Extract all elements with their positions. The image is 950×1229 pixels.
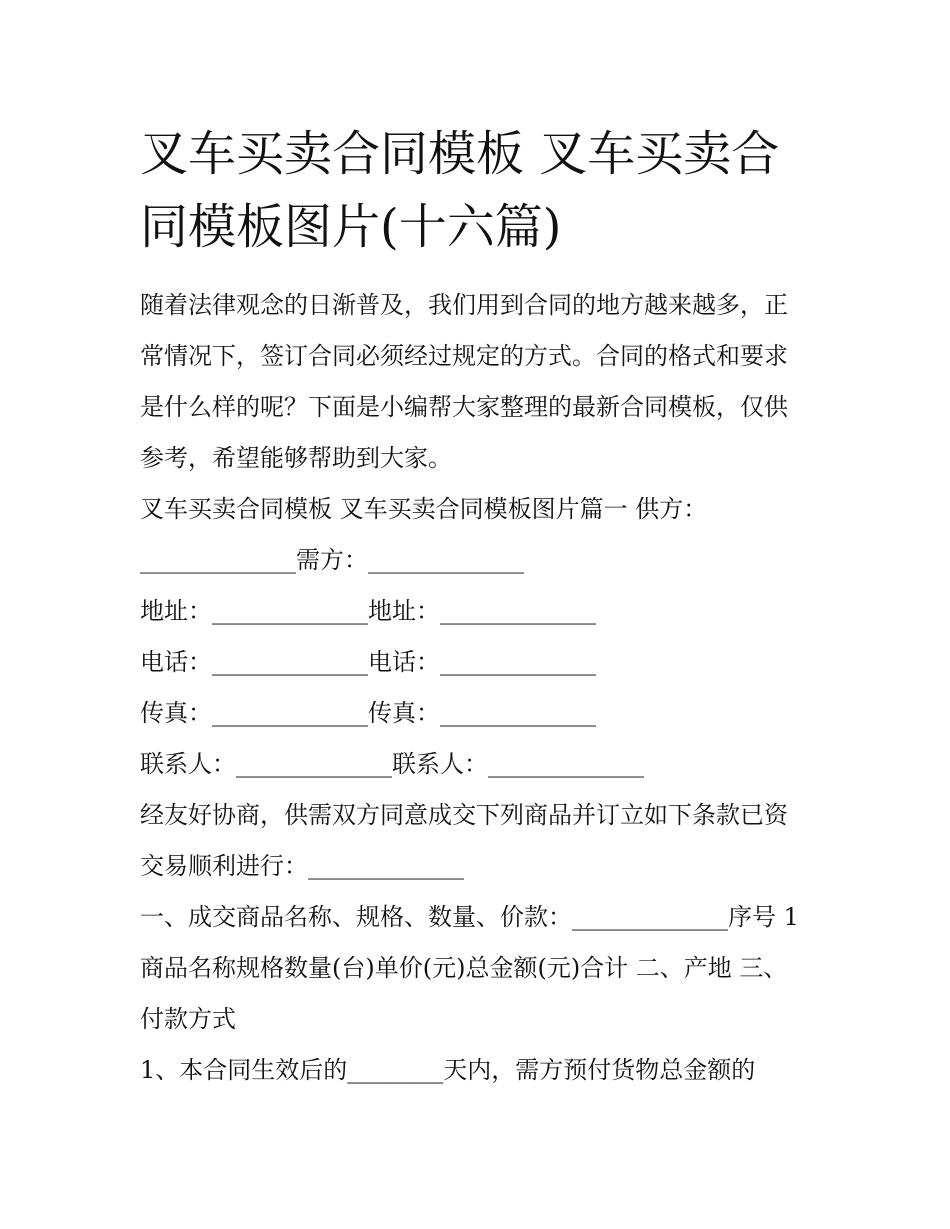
body-line: 经友好协商，供需双方同意成交下列商品并订立如下条款已资 (140, 801, 788, 829)
body-line: 付款方式 (140, 1005, 236, 1033)
body-line: 参考，希望能够帮助到大家。 (140, 444, 452, 472)
body-line: _____________需方：_____________ (140, 546, 524, 574)
body-line: 1、本合同生效后的________天内，需方预付货物总金额的 (140, 1056, 756, 1084)
body-line: 是什么样的呢？下面是小编帮大家整理的最新合同模板，仅供 (140, 393, 788, 421)
title-line: 叉车买卖合同模板 叉车买卖合 (140, 126, 780, 182)
document-body (140, 280, 820, 1096)
document-title (140, 118, 820, 264)
body-line: 常情况下，签订合同必须经过规定的方式。合同的格式和要求 (140, 342, 788, 370)
body-line: 传真：_____________传真：_____________ (140, 699, 596, 727)
body-line: 交易顺利进行：_____________ (140, 852, 464, 880)
body-line: 叉车买卖合同模板 叉车买卖合同模板图片篇一 供方： (140, 495, 708, 523)
body-line: 商品名称规格数量(台)单价(元)总金额(元)合计 二、产地 三、 (140, 954, 788, 982)
body-line: 联系人：_____________联系人：_____________ (140, 750, 644, 778)
body-line: 随着法律观念的日渐普及，我们用到合同的地方越来越多，正 (140, 291, 788, 319)
title-line: 同模板图片(十六篇) (140, 199, 562, 255)
body-line: 一、成交商品名称、规格、数量、价款：_____________序号 1 (140, 903, 799, 931)
body-line: 电话：_____________电话：_____________ (140, 648, 596, 676)
body-line: 地址：_____________地址：_____________ (140, 597, 596, 625)
